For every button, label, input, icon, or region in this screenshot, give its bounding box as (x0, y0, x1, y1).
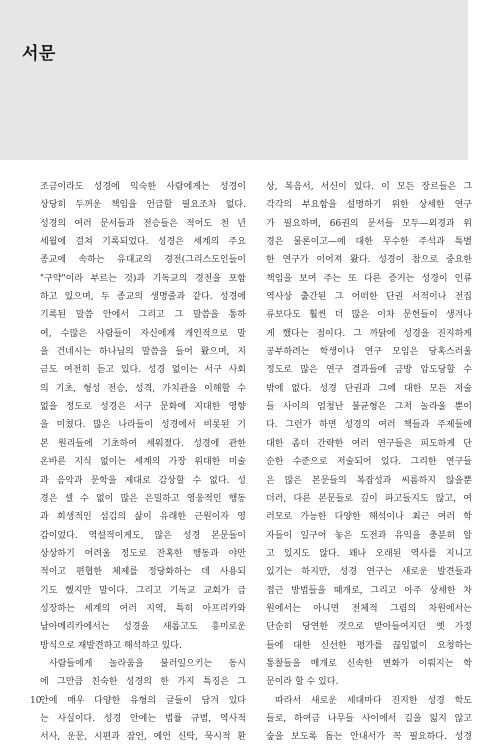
text-line: 정도로 많은 연구 결과들에 금방 압도당할 수 (266, 365, 472, 376)
text-line: 하고 있으며, 두 종교의 생명줄과 같다. 성경에 (40, 292, 246, 303)
text-line: 본 원리들에 기초하여 세워졌다. 성경에 관한 (40, 438, 246, 449)
text-line: 경은 물론이고—에 대한 무수한 주석과 특별 (266, 237, 472, 248)
text-line: 과 음악과 문학을 제대로 감상할 수 없다. 성 (40, 475, 246, 486)
text-line: 러모로 가능한 다양한 해석이나 최근 여러 학 (266, 512, 472, 523)
text-line: "구약"이라 부르는 것)과 기독교의 경전을 포함 (40, 273, 246, 284)
text-line: 들로, 하여금 나무들 사이에서 길을 잃지 않고 (266, 713, 472, 724)
text-line: 단순히 당연한 것으로 받아들여지던 옛 가정 (266, 622, 472, 633)
text-line: 류보다도 훨씬 더 많은 이차 문헌들이 생겨나 (266, 310, 472, 321)
chapter-title: 서문 (22, 44, 56, 64)
text-line: 순한 수준으로 저술되어 있다. 그리한 연구들 (266, 457, 472, 468)
text-line: 원에서는 아니면 전체적 그림의 차원에서는 (266, 603, 472, 614)
text-column-right (266, 178, 472, 747)
text-line: 숲을 보도록 돕는 안내서가 꼭 필요하다. 성경 (266, 732, 472, 743)
text-line: 상당히 두꺼운 책임을 언급할 필요조차 없다. (40, 200, 246, 211)
chapter-header-band (0, 0, 468, 160)
text-line: 의 기초, 형성 전승, 성격, 가치관을 이해할 수 (40, 383, 246, 394)
text-line: 성장하는 세계의 여러 지역, 특히 아프리카와 (40, 603, 246, 614)
text-line: 다. 그런가 하면 성경의 여러 책들과 주제들에 (266, 420, 472, 431)
text-line: 따라서 새로운 세대마다 진지한 성경 학도 (275, 695, 472, 706)
text-line: 기도 했지만 말이다. 그리고 기독교 교회가 급 (40, 585, 246, 596)
text-line: 사람들에게 놀라움을 불러일으키는 동시 (49, 658, 246, 669)
text-line: 적이고 편협한 체제를 정당화하는 데 사용되 (40, 567, 246, 578)
text-line: 여, 수많은 사람들이 자신에게 개인적으로 말 (40, 328, 246, 339)
text-line: 세월에 걸쳐 기록되었다. 성경은 세계의 주요 (40, 237, 246, 248)
text-line: 상상하기 어려울 정도로 잔혹한 행동과 야만 (40, 548, 246, 559)
text-line: 성경의 여러 문서들과 전승들은 적어도 천 년 (40, 218, 246, 229)
text-line: 조금이라도 성경에 익숙한 사람에게는 성경이 (40, 182, 246, 192)
text-line: 을 건네시는 하나님의 말씀을 들어 왔으며, 지 (40, 347, 246, 358)
text-line: 가 필요하며, 66권의 문서들 모두—외경과 위 (266, 218, 472, 229)
text-line: 들에 대한 신선한 평가를 끊임없이 요청하는 (266, 640, 472, 651)
text-line: 공부하려는 학생이나 연구 모임은 당혹스러울 (266, 347, 472, 358)
text-line: 책임을 보여 주는 또 다른 증거는 성경이 인류 (266, 273, 472, 284)
text-line: 있기는 하지만, 성경 연구는 새로운 발견들과 (266, 567, 472, 578)
text-line: 에 그만큼 친숙한 성경의 한 가지 특징은 그 (40, 677, 246, 688)
text-line: 온바른 지식 없이는 세계의 가장 위대한 미술 (40, 457, 246, 468)
text-line: 한 연구가 이어져 왔다. 성경이 참으로 중요한 (266, 255, 472, 266)
text-column-left (40, 178, 246, 747)
text-line: 역사상 출간된 그 어떠한 단권 서적이나 전집 (266, 292, 472, 303)
text-line: 감이었다. 역설적이게도, 많은 성경 본문들이 (40, 530, 246, 541)
text-line: 들 사이의 엄청난 불균형은 그저 놀라울 뿐이 (266, 402, 472, 413)
text-line: 과 희생적인 섬김의 삶이 유래한 근원이자 영 (40, 512, 246, 523)
text-line: 방식으로 재발견하고 해석하고 있다. (40, 640, 182, 651)
text-line: 은 많은 본문들의 복잡성과 씨름하지 않을뿐 (266, 475, 472, 486)
text-line: 더러, 다른 본문들로 깊이 파고들지도 않고, 여 (266, 493, 472, 504)
text-line: 각각의 부요함을 설명하기 위한 상세한 연구 (266, 200, 472, 211)
text-line: 밖에 없다. 성경 단권과 그에 대한 모든 저술 (266, 383, 472, 394)
text-line: 종교에 속하는 유대교의 경전(그리스도인들이 (40, 255, 246, 266)
text-line: 을 미쳤다. 많은 나라들이 성경에서 비롯된 기 (40, 420, 246, 431)
text-line: 대한 좀더 간략한 여러 연구들은 피도하게 단 (266, 438, 472, 449)
text-line: 통찰들을 매개로 신속한 변화가 이뤄지는 학 (266, 658, 472, 669)
text-line: 자들이 일구어 놓은 도전과 유익을 충분히 알 (266, 530, 472, 541)
page-number: 10 (30, 696, 42, 706)
text-line: 고 있지도 않다. 꽤나 오래된 역사를 지니고 (266, 548, 472, 559)
text-line: 경은 셀 수 없이 많은 은밀하고 영웅적인 행동 (40, 493, 246, 504)
text-line: 상, 복음서, 서신이 있다. 이 모든 장르들은 그 (266, 182, 472, 192)
text-line: 금도 여전히 듣고 있다. 성경 없이는 서구 사회 (40, 365, 246, 376)
text-line: 문이라 할 수 있다. (266, 677, 339, 688)
text-line: 안에 매우 다양한 유형의 글들이 담겨 있다 (40, 695, 246, 706)
text-line: 서사, 운문, 시편과 잠언, 예언 신탁, 묵시적 환 (40, 732, 246, 743)
text-line: 남아메리카에서는 성경을 새롭고도 흥미로운 (40, 622, 246, 633)
text-line: 게 했다는 점이다. 그 까닭에 성경을 진지하게 (266, 328, 472, 339)
text-line: 없을 정도로 성경은 서구 문화에 지대한 영향 (40, 402, 246, 413)
text-line: 기록된 말씀 안에서 그리고 그 말씀을 통하 (40, 310, 246, 321)
text-line: 접근 방법들을 때개로, 그리고 아주 상세한 차 (266, 585, 472, 596)
text-line: 는 사실이다. 성경 안에는 법률 규범, 역사적 (40, 713, 246, 724)
